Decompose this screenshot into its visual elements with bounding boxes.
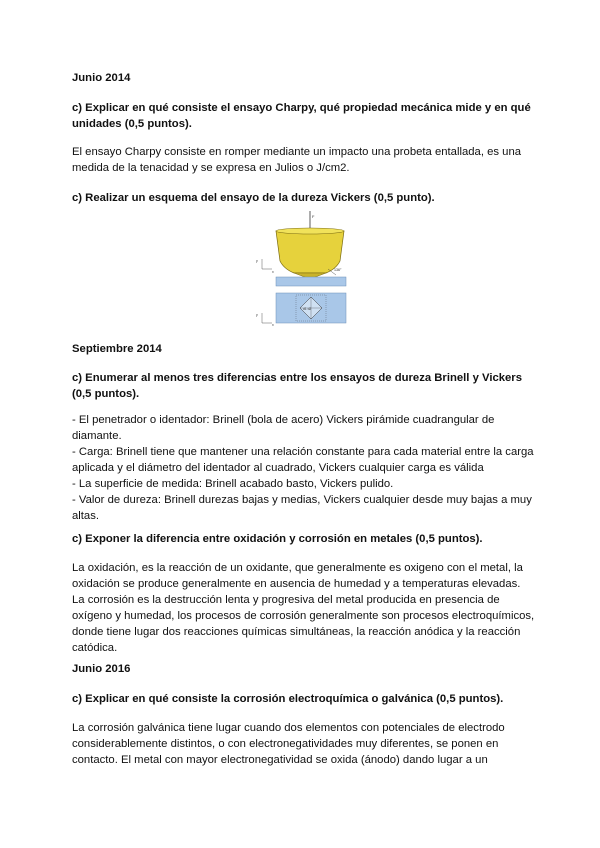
svg-text:y: y [256,259,258,263]
question-galvanica: c) Explicar en qué consiste la corrosión electroquímica o galvánica (0,5 puntos). [72,693,504,705]
answer-charpy: El ensayo Charpy consiste en romper mediante un impacto una probeta entallada, es una medida de la tenacidad y se expresa en Julios o J/cm2. [72,146,522,174]
svg-text:x: x [272,270,274,274]
question-oxidacion-corrosion: c) Exponer la diferencia entre oxidación y corrosión en metales (0,5 puntos). [72,533,483,545]
list-item: - Carga: Brinell tiene que mantener una relación constante para cada material entre la carga aplicada y el diámetro del identador al cuadrado, Vickers cualquier carga es válida [72,446,534,474]
answer-oxidacion: La oxidación, es la reacción de un oxidante, que generalmente es oxigeno con el metal, la oxidación se produce generalmente en ausencia de humedad y a temperaturas elevadas. [72,562,523,590]
force-label: F [312,214,315,219]
differences-list [72,412,534,524]
diagonal-label: d1 d2 [303,307,312,311]
question-brinell-vickers: c) Enumerar al menos tres diferencias entre los ensayos de dureza Brinell y Vickers (0,5 puntos). [72,372,522,400]
specimen-plate [276,277,346,286]
heading-junio-2014: Junio 2014 [72,72,131,84]
svg-text:y: y [256,313,258,317]
svg-text:x: x [272,323,274,327]
list-item: - El penetrador o identador: Brinell (bola de acero) Vickers pirámide cuadrangular de diamante. [72,414,495,442]
list-item: - La superficie de medida: Brinell acabado basto, Vickers pulido. [72,478,394,490]
heading-junio-2016: Junio 2016 [72,663,131,675]
angle-label: 136° [334,268,342,272]
answer-oxidacion-corrosion [72,560,538,656]
answer-corrosion: La corrosión es la destrucción lenta y progresiva del metal producida en presencia de oxígeno y humedad, los procesos de corrosión generalmente son procesos electroquímicos, donde tiene lugar dos reacciones químicas simultáneas, la reacción anódica y la reacción catódica. [72,594,535,654]
heading-septiembre-2014: Septiembre 2014 [72,343,162,355]
question-vickers-scheme: c) Realizar un esquema del ensayo de la dureza Vickers (0,5 punto). [72,192,435,204]
list-item: - Valor de dureza: Brinell durezas bajas y medias, Vickers cualquier desde muy bajas a muy altas. [72,494,532,522]
question-charpy: c) Explicar en qué consiste el ensayo Charpy, qué propiedad mecánica mide y en qué unidades (0,5 puntos). [72,102,531,130]
answer-galvanica: La corrosión galvánica tiene lugar cuando dos elementos con potenciales de electrodo considerablemente distintos, o con electronegatividades muy diferentes, se ponen en contacto. El metal con mayor electronegatividad se oxida (ánodo) dando lugar a un [72,722,505,766]
vickers-diagram [248,209,352,327]
indenter-holder [276,231,344,273]
